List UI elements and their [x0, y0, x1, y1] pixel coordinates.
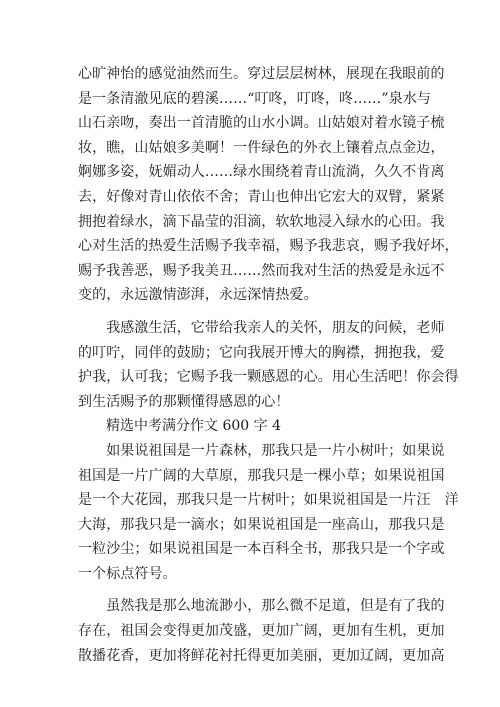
section-heading: 精选中考满分作文 600 字 4 [78, 418, 281, 435]
text-line: 到生活赐予的那颗懂得感恩的心！ [78, 393, 290, 410]
text-line: 一粒沙尘；如果说祖国是一本百科全书，那我只是一个字或 [78, 541, 445, 558]
text-line: 存在，祖国会变得更加茂盛，更加广阔，更加有生机，更加 [78, 623, 445, 640]
paragraph-spacer [78, 586, 438, 594]
text-line: 祖国是一片广阔的大草原，那我只是一棵小草；如果说祖国 [78, 467, 445, 484]
text-line: 我感激生活，它带给我亲人的关怀，朋友的问候，老师 [78, 319, 445, 336]
text-line: 虽然我是那么地流渺小，那么微不足道，但是有了我的 [78, 598, 445, 615]
text-line: 婀娜多姿，妩媚动人……绿水围绕着青山流淌，久久不肯离 [78, 164, 445, 181]
paragraph-spacer [78, 308, 438, 316]
text-line: 是一条清澈见底的碧溪……“叮咚，叮咚，咚……”泉水与 [78, 90, 431, 107]
paragraph-1 [78, 62, 459, 308]
text-line: 变的，永远激情澎湃，永远深情热爱。 [78, 287, 318, 304]
text-line: 一个标点符号。 [78, 565, 177, 582]
paragraph-4 [78, 594, 445, 668]
paragraph-2 [78, 316, 459, 414]
text-line: 散播花香，更加将鲜花衬托得更加美丽，更加辽阔，更加高 [78, 647, 445, 664]
text-line: 心对生活的热爱生活赐予我幸福，赐予我悲哀，赐予我好坏， [78, 238, 459, 255]
text-line: 大海，那我只是一滴水；如果说祖国是一座高山，那我只是 [78, 516, 445, 533]
text-line: 山石亲吻，奏出一首清脆的山水小调。山姑娘对着水镜子梳 [78, 115, 445, 132]
article-body [78, 62, 459, 668]
text-line: 妆，瞧，山姑娘多美啊！一件绿色的外衣上镶着点点金边， [78, 139, 445, 156]
text-line: 去，好像对青山依依不舍；青山也伸出它宏大的双臂，紧紧 [78, 188, 445, 205]
text-line: 赐予我善恶，赐予我美丑……然而我对生活的热爱是永远不 [78, 262, 445, 279]
text-line: 拥抱着绿水，滴下晶莹的泪滴，软软地浸入绿水的心田。我 [78, 213, 445, 230]
text-line: 是一个大花园，那我只是一片树叶；如果说祖国是一片汪 洋 [78, 492, 459, 509]
paragraph-3 [78, 439, 459, 587]
text-line: 的叮咛，同伴的鼓励；它向我展开博大的胸襟，拥抱我，爱 [78, 344, 445, 361]
text-line: 如果说祖国是一片森林，那我只是一片小树叶；如果说 [78, 442, 445, 459]
text-line: 护我，认可我；它赐予我一颗感恩的心。用心生活吧！你会得 [78, 369, 459, 386]
text-line: 心旷神怡的感觉油然而生。穿过层层树林，展现在我眼前的 [78, 66, 445, 82]
